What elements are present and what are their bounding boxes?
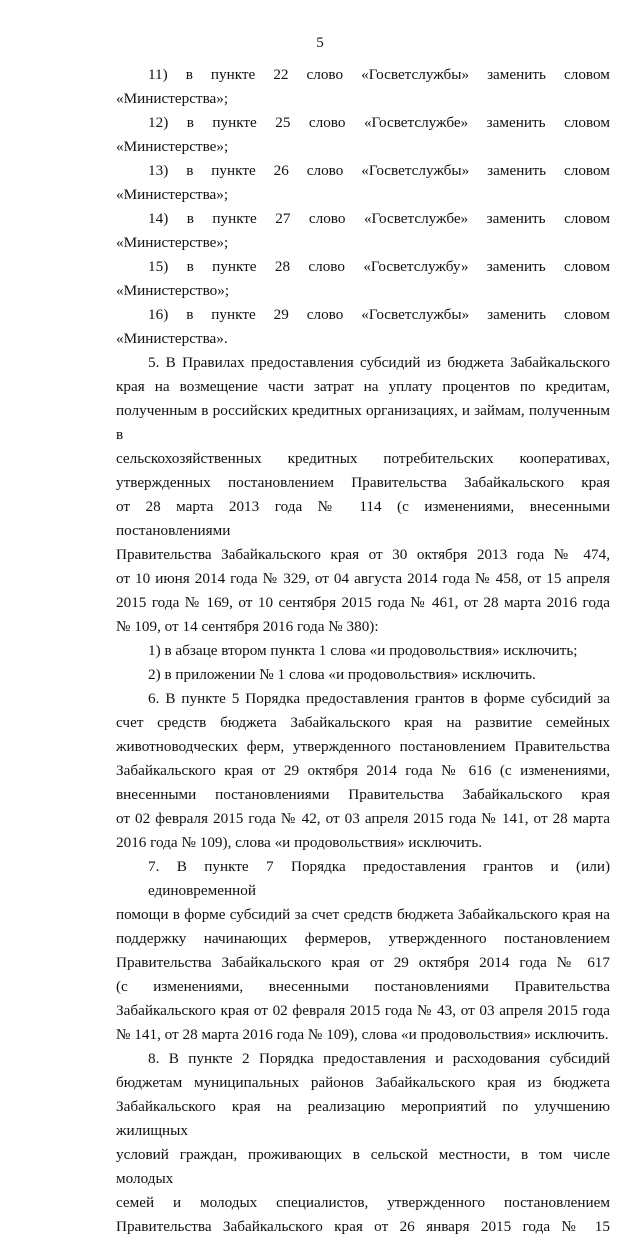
amendment-continuation: «Министерство»; <box>116 282 230 299</box>
amendment-word: в <box>185 66 193 83</box>
text-line: животноводческих ферм, утвержденного постановлением Правительства <box>116 738 610 755</box>
text-line: Забайкальского края на реализацию мероприятий по улучшению жилищных <box>116 1098 610 1139</box>
amendment-word: словом <box>564 162 610 179</box>
amendment-word: «Госветслужбе» <box>363 114 469 131</box>
text-line: от 02 февраля 2015 года № 42, от 03 апреля 2015 года № 141, от 28 марта <box>116 810 610 827</box>
amendment-word: слово <box>308 258 345 275</box>
amendment-word: 28 <box>274 258 291 275</box>
amendment-word: 13) <box>148 162 169 179</box>
amendment-item <box>116 207 610 231</box>
text-line: № 109, от 14 сентября 2016 года № 380): <box>116 618 379 635</box>
paragraph-7 <box>116 855 610 1047</box>
amendment-word: «Госветслужбы» <box>361 66 470 83</box>
text-line: бюджетам муниципальных районов Забайкальского края из бюджета <box>116 1074 610 1091</box>
amendment-word: слово <box>306 162 344 179</box>
amendment-word: в <box>186 210 194 227</box>
text-line: сельскохозяйственных кредитных потребительских кооперативах, <box>116 450 610 467</box>
text-line: Правительства Забайкальского края от 29 октября 2014 года № 617 <box>116 954 610 971</box>
amendment-word: словом <box>564 114 610 131</box>
amendment-word: заменить <box>487 162 547 179</box>
amendment-word: пункте <box>212 258 257 275</box>
amendment-item <box>116 63 610 87</box>
amendment-word: в <box>186 114 194 131</box>
amendment-word: слово <box>306 66 344 83</box>
text-line: полученным в российских кредитных организациях, и займам, полученным в <box>116 402 610 443</box>
text-line: от 28 марта 2013 года № 114 (с изменениями, внесенными постановлениями <box>116 498 610 539</box>
amendment-word: «Госветслужбы» <box>361 306 470 323</box>
text-line: 2015 года № 169, от 10 сентября 2015 года № 461, от 28 марта 2016 года <box>116 594 610 611</box>
text-line: от 10 июня 2014 года № 329, от 04 августа 2014 года № 458, от 15 апреля <box>116 570 610 587</box>
amendment-word: пункте <box>212 114 257 131</box>
amendment-word: пункте <box>212 210 257 227</box>
amendment-word: пункте <box>210 66 256 83</box>
document-body <box>116 63 610 1239</box>
amendment-word: заменить <box>487 306 547 323</box>
text-line: 7. В пункте 7 Порядка предоставления грантов и (или) единовременной <box>148 858 610 899</box>
amendment-continuation: «Министерства»; <box>116 90 229 107</box>
paragraph-5 <box>116 351 610 639</box>
amendment-word: 14) <box>148 210 169 227</box>
amendment-word: в <box>186 258 194 275</box>
amendment-word: заменить <box>486 258 546 275</box>
text-line: 2016 года № 109), слова «и продовольствия» исключить. <box>116 834 483 851</box>
amendment-word: слово <box>308 210 346 227</box>
amendment-word: заменить <box>487 66 546 83</box>
text-line: внесенными постановлениями Правительства Забайкальского края <box>116 786 610 803</box>
amendment-word: словом <box>564 258 610 275</box>
amendment-word: заменить <box>486 210 546 227</box>
text-line: № 141, от 28 марта 2016 года № 109), слова «и продовольствия» исключить. <box>116 1026 609 1043</box>
amendment-word: 16) <box>148 306 169 323</box>
amendment-word: пункте <box>211 306 256 323</box>
text-line: Правительства Забайкальского края от 26 января 2015 года № 15 <box>116 1218 610 1235</box>
amendment-item <box>116 111 610 135</box>
text-line: счет средств бюджета Забайкальского края на развитие семейных <box>116 714 610 731</box>
paragraph-6 <box>116 687 610 855</box>
amendment-item <box>116 255 610 279</box>
text-line: 8. В пункте 2 Порядка предоставления и расходования субсидий <box>148 1050 610 1067</box>
amendment-word: словом <box>564 210 610 227</box>
amendment-word: «Госветслужбы» <box>361 162 470 179</box>
text-line: утвержденных постановлением Правительства Забайкальского края <box>116 474 610 491</box>
amendment-list <box>116 63 610 351</box>
amendment-word: 15) <box>148 258 169 275</box>
amendment-word: в <box>186 306 194 323</box>
text-line: Забайкальского края от 29 октября 2014 года № 616 (с изменениями, <box>116 762 610 779</box>
amendment-word: пункте <box>211 162 256 179</box>
paragraph-8 <box>116 1047 610 1239</box>
amendment-word: 11) <box>148 66 168 83</box>
amendment-word: заменить <box>486 114 546 131</box>
text-line: 6. В пункте 5 Порядка предоставления грантов в форме субсидий за <box>148 690 610 707</box>
text-line: поддержку начинающих фермеров, утвержденного постановлением <box>116 930 610 947</box>
amendment-word: в <box>186 162 194 179</box>
amendment-continuation: «Министерстве»; <box>116 138 229 155</box>
amendment-word: «Госветслужбе» <box>363 210 469 227</box>
amendment-word: 22 <box>273 66 289 83</box>
text-line: края на возмещение части затрат на уплату процентов по кредитам, <box>116 378 610 395</box>
amendment-word: 27 <box>275 210 291 227</box>
amendment-word: 25 <box>275 114 291 131</box>
amendment-word: «Госветслужбу» <box>363 258 469 275</box>
amendment-word: словом <box>564 306 610 323</box>
amendment-word: слово <box>308 114 346 131</box>
page-number: 5 <box>316 35 324 51</box>
text-line: семей и молодых специалистов, утвержденного постановлением <box>116 1194 610 1211</box>
amendment-word: 26 <box>273 162 289 179</box>
sub-item: 1) в абзаце втором пункта 1 слова «и продовольствия» исключить; <box>148 642 578 659</box>
text-line: 5. В Правилах предоставления субсидий из бюджета Забайкальского <box>148 354 610 371</box>
amendment-item <box>116 159 610 183</box>
amendment-item <box>116 303 610 327</box>
text-line: Правительства Забайкальского края от 30 октября 2013 года № 474, <box>116 546 610 563</box>
amendment-continuation: «Министерства». <box>116 330 228 347</box>
amendment-continuation: «Министерства»; <box>116 186 229 203</box>
paragraph-5-subitems <box>116 639 610 687</box>
amendment-word: слово <box>306 306 344 323</box>
text-line: условий граждан, проживающих в сельской местности, в том числе молодых <box>116 1146 610 1187</box>
amendment-continuation: «Министерстве»; <box>116 234 229 251</box>
text-line: (с изменениями, внесенными постановлениями Правительства <box>116 978 610 995</box>
text-line: помощи в форме субсидий за счет средств бюджета Забайкальского края на <box>116 906 610 923</box>
sub-item: 2) в приложении № 1 слова «и продовольствия» исключить. <box>148 666 536 683</box>
amendment-word: 12) <box>148 114 169 131</box>
amendment-word: 29 <box>273 306 289 323</box>
text-line: Забайкальского края от 02 февраля 2015 года № 43, от 03 апреля 2015 года <box>116 1002 610 1019</box>
amendment-word: словом <box>564 66 610 83</box>
